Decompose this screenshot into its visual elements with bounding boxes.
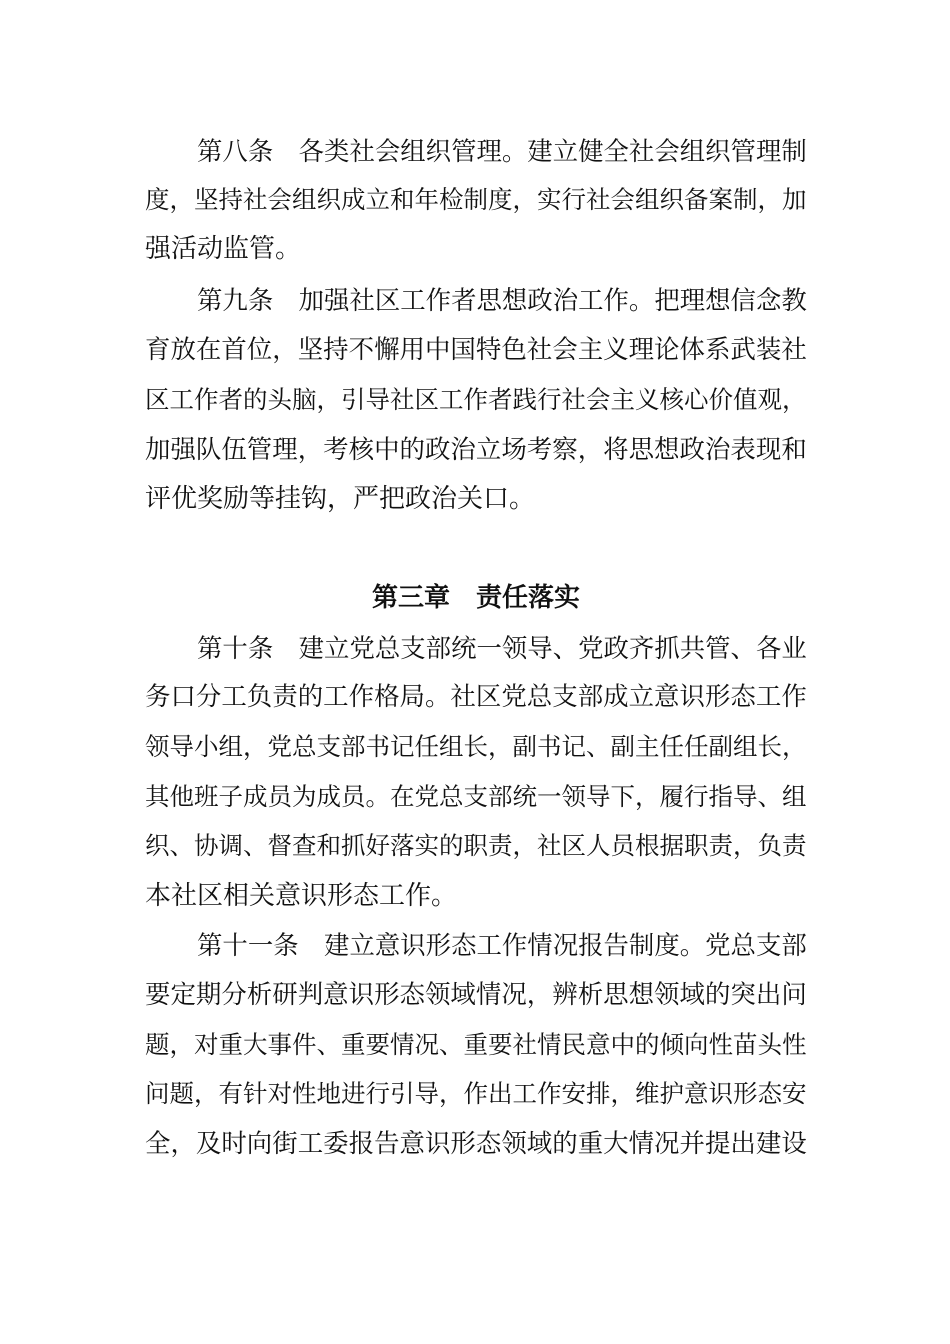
article-9-line-2: 育放在首位，坚持不懈用中国特色社会主义理论体系武装社: [145, 335, 807, 365]
article-9-line-1: 第九条 加强社区工作者思想政治工作。把理想信念教: [197, 285, 807, 315]
article-11-line-2: 要定期分析研判意识形态领域情况，辨析思想领域的突出问: [145, 980, 807, 1010]
article-8-line-2: 度，坚持社会组织成立和年检制度，实行社会组织备案制，加: [145, 185, 807, 214]
article-10-line-2: 务口分工负责的工作格局。社区党总支部成立意识形态工作: [145, 682, 807, 712]
article-10-line-6: 本社区相关意识形态工作。: [145, 881, 458, 911]
article-10-line-4: 其他班子成员为成员。在党总支部统一领导下，履行指导、组: [145, 782, 807, 811]
article-8-line-3: 强活动监管。: [145, 234, 302, 264]
article-9-line-5: 评优奖励等挂钩，严把政治关口。: [145, 484, 536, 514]
article-11-line-4: 问题，有针对性地进行引导，作出工作安排，维护意识形态安: [145, 1079, 807, 1108]
article-10-line-5: 织、协调、督查和抓好落实的职责，社区人员根据职责，负责: [145, 831, 807, 860]
article-11-line-1: 第十一条 建立意识形态工作情况报告制度。党总支部: [197, 930, 807, 960]
article-11-line-3: 题，对重大事件、重要情况、重要社情民意中的倾向性苗头性: [145, 1030, 807, 1059]
article-9-line-4: 加强队伍管理，考核中的政治立场考察，将思想政治表现和: [145, 435, 807, 465]
article-10-line-1: 第十条 建立党总支部统一领导、党政齐抓共管、各业: [197, 633, 807, 663]
article-9-line-3: 区工作者的头脑，引导社区工作者践行社会主义核心价值观，: [145, 385, 807, 414]
article-10-line-3: 领导小组，党总支部书记任组长，副书记、副主任任副组长，: [145, 732, 807, 761]
article-8-line-1: 第八条 各类社会组织管理。建立健全社会组织管理制: [197, 136, 807, 166]
article-11-line-5: 全，及时向街工委报告意识形态领域的重大情况并提出建设: [145, 1129, 807, 1159]
chapter-title: 第三章 责任落实: [371, 583, 580, 613]
